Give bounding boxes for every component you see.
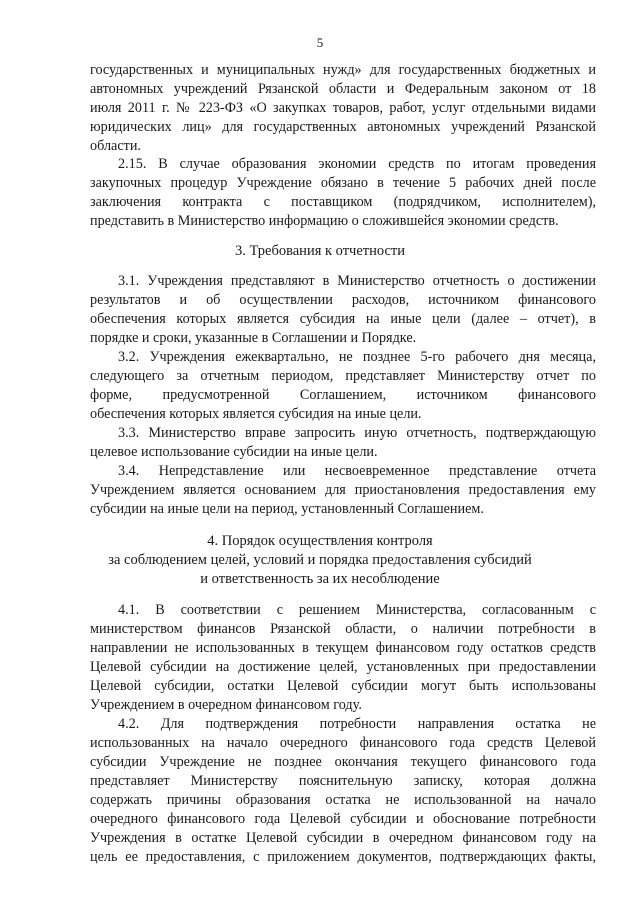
text-line: юридических лиц» для государственных автономных учреждений Рязанской — [90, 119, 596, 135]
text-line: представить в Министерство информацию о сложившейся экономии средств. — [90, 213, 559, 229]
text-line: области. — [90, 138, 141, 154]
text-line: содержать причины образования остатка не использованной на начало — [90, 792, 596, 808]
text-line: порядке и сроки, указанные в Соглашении и Порядке. — [90, 330, 417, 346]
text-line: Учреждения в остатке Целевой субсидии в очередном финансовом году на — [90, 830, 596, 846]
text-line: обеспечения которых является субсидия на иные цели (далее – отчет), в — [90, 311, 596, 327]
text-line: обеспечения которых является субсидия на иные цели. — [90, 406, 422, 422]
section-heading: и ответственность за их несоблюдение — [200, 571, 440, 587]
paragraph-first-line: 3.2. Учреждения ежеквартально, не позднее 5-го рабочего дня месяца, — [118, 349, 596, 365]
paragraph-first-line: 3.1. Учреждения представляют в Министерство отчетность о достижении — [118, 273, 596, 289]
text-line: июля 2011 г. № 223-ФЗ «О закупках товаров, работ, услуг отдельными видами — [90, 100, 596, 116]
text-line: целевое использование субсидии на иные цели. — [90, 444, 378, 460]
text-line: Учреждением в очередном финансовом году. — [90, 697, 362, 713]
text-line: субсидии Учреждение не позднее окончания текущего финансового года — [90, 754, 596, 770]
text-line: министерством финансов Рязанской области, о наличии потребности в — [90, 621, 596, 637]
text-line: автономных учреждений Рязанской области и Федеральным законом от 18 — [90, 81, 596, 97]
paragraph-first-line: 4.1. В соответствии с решением Министерства, согласованным с — [118, 602, 596, 618]
text-line: Учреждением является основанием для приостановления предоставления ему — [90, 482, 596, 498]
text-line: представляет Министерству пояснительную записку, которая должна — [90, 773, 596, 789]
text-line: субсидии на иные цели на период, установленный Соглашением. — [90, 501, 484, 517]
section-heading: 4. Порядок осуществления контроля — [207, 533, 433, 549]
page-number: 5 — [316, 35, 324, 50]
section-heading: за соблюдением целей, условий и порядка предоставления субсидий — [108, 552, 532, 568]
text-line: направлении не использованных в текущем финансовом году остатков средств — [90, 640, 596, 656]
paragraph-first-line: 3.4. Непредставление или несвоевременное представление отчета — [118, 463, 596, 479]
text-line: государственных и муниципальных нужд» для государственных бюджетных и — [90, 62, 596, 78]
text-line: заключения контракта с поставщиком (подрядчиком, исполнителем), — [90, 194, 596, 210]
section-heading: 3. Требования к отчетности — [234, 243, 406, 259]
text-line: использованных на начало очередного финансового года средств Целевой — [90, 735, 596, 751]
paragraph-first-line: 3.3. Министерство вправе запросить иную отчетность, подтверждающую — [118, 425, 596, 441]
paragraph-first-line: 4.2. Для подтверждения потребности направления остатка не — [118, 716, 596, 732]
text-line: очередного финансового года Целевой субсидии и обоснование потребности — [90, 811, 596, 827]
paragraph-first-line: 2.15. В случае образования экономии средств по итогам проведения — [118, 156, 596, 172]
text-line: форме, предусмотренной Соглашением, источником финансового — [90, 387, 596, 403]
text-line: результатов и об осуществлении расходов, источником финансового — [90, 292, 596, 308]
text-line: закупочных процедур Учреждение обязано в течение 5 рабочих дней после — [90, 175, 596, 191]
text-line: цель ее предоставления, с приложением документов, подтверждающих факты, — [90, 849, 596, 865]
text-line: следующего за отчетным периодом, представляет Министерству отчет по — [90, 368, 596, 384]
text-line: Целевой субсидии на достижение целей, установленных при предоставлении — [90, 659, 596, 675]
text-line: Целевой субсидии, остатки Целевой субсидии могут быть использованы — [90, 678, 596, 694]
